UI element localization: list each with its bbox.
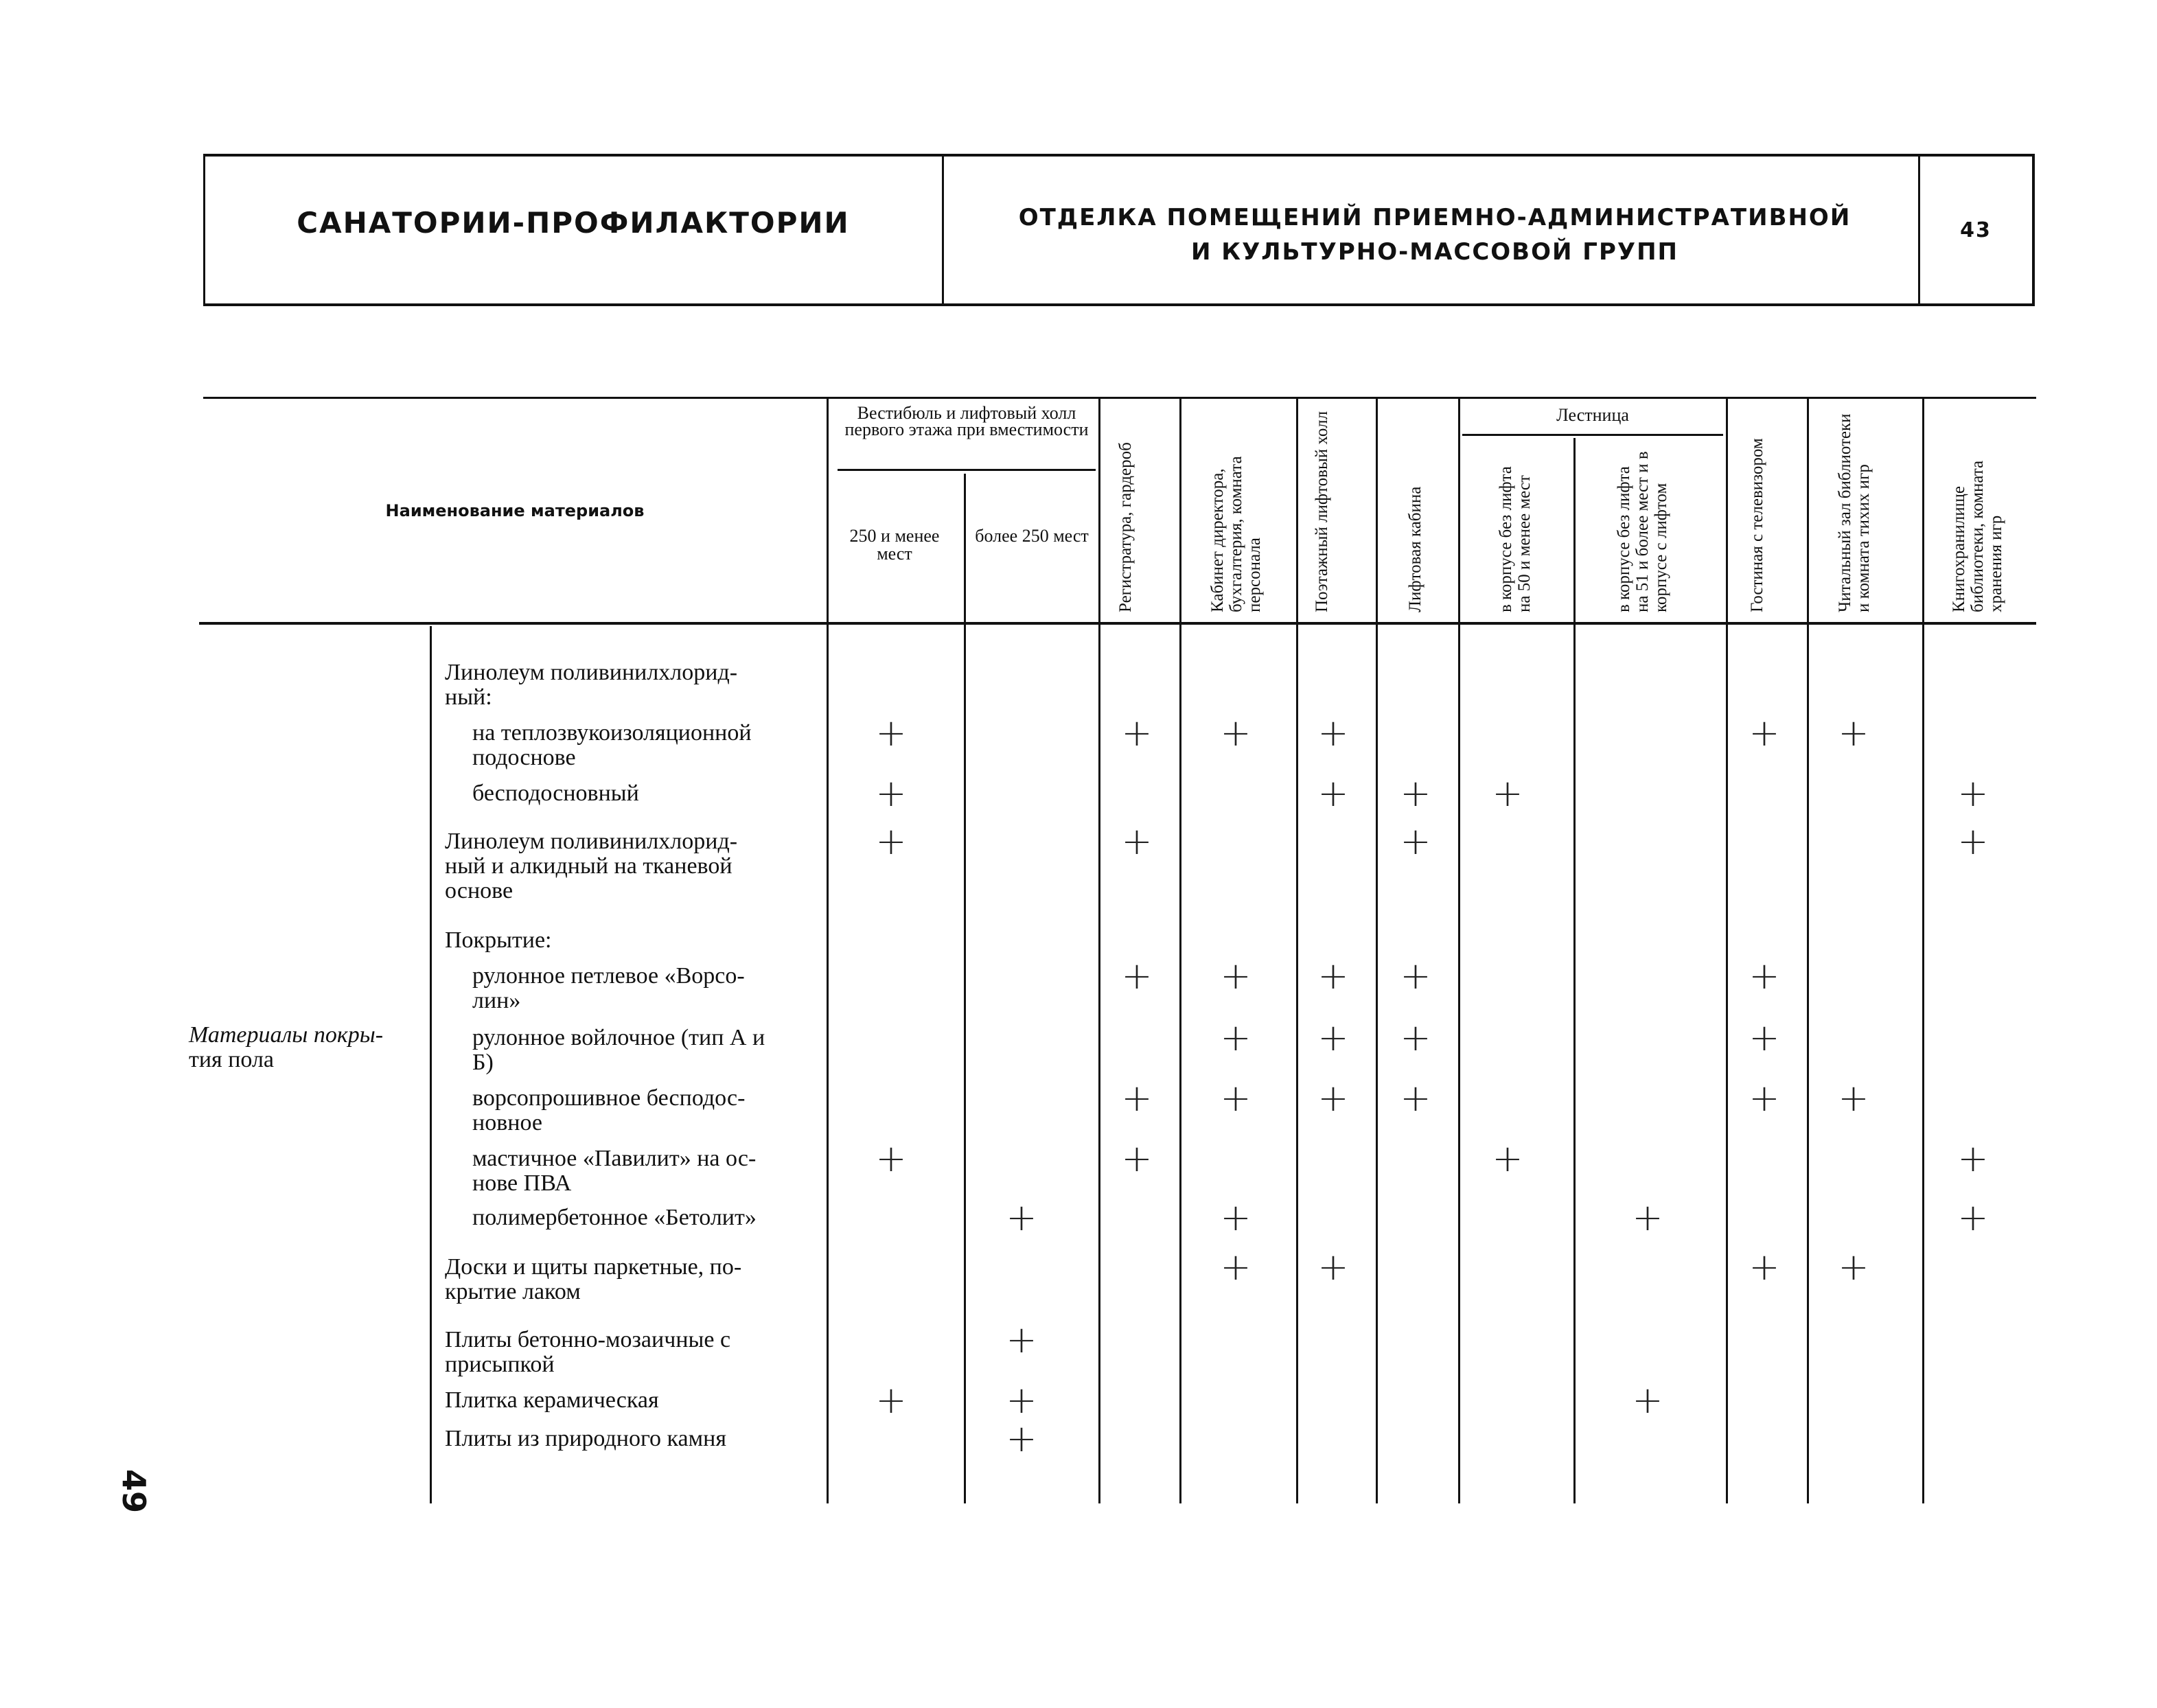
material-label-line: лин»: [472, 988, 521, 1013]
usage-mark: +: [1006, 1378, 1037, 1422]
usage-mark: +: [1006, 1417, 1037, 1460]
col-header-250-less: 250 и менее мест: [849, 526, 940, 564]
usage-mark: +: [1838, 1076, 1869, 1120]
usage-mark: +: [1957, 820, 1989, 863]
col-rule-1: [964, 474, 966, 1503]
materials-column-header: Наименование материалов: [385, 501, 645, 520]
category-rule: [430, 626, 432, 1503]
usage-mark: +: [1957, 1137, 1989, 1180]
material-label-line: подоснове: [472, 745, 576, 770]
material-label-line: рулонное петлевое «Ворсо-: [472, 963, 745, 989]
usage-mark: +: [1121, 954, 1153, 997]
usage-mark: +: [1220, 711, 1251, 754]
material-row-label: [472, 1146, 814, 1196]
usage-mark: +: [1317, 711, 1349, 754]
col-rule-8: [1726, 398, 1728, 1503]
usage-mark: +: [1632, 1196, 1663, 1239]
col-rule-2: [1098, 398, 1100, 1503]
col-rule-6: [1458, 398, 1460, 1503]
col-rule-0: [827, 398, 829, 1503]
col-header-stair-small: в корпусе без лифта на 50 и менее мест: [1497, 466, 1534, 612]
material-label-line: Доски и щиты паркетные, по-: [445, 1254, 742, 1280]
material-label-line: Б): [472, 1050, 494, 1075]
category-floor-materials: [189, 1023, 408, 1072]
usage-mark: +: [1492, 772, 1523, 815]
col-header-reading-room: Читальный зал библиотеки и комната тихих игр: [1836, 413, 1873, 612]
sheet-title-line-2: И КУЛЬТУРНО-МАССОВОЙ ГРУПП: [1190, 238, 1679, 266]
material-row-label: [445, 1388, 814, 1413]
usage-mark: +: [1749, 711, 1780, 754]
col-rule-9: [1807, 398, 1809, 1503]
usage-mark: +: [1838, 1245, 1869, 1289]
usage-mark: +: [1749, 1245, 1780, 1289]
material-label-line: Плиты из природного камня: [445, 1426, 726, 1451]
sheet-title: [954, 200, 1915, 269]
material-label-line: ный:: [445, 684, 492, 710]
col-rule-5: [1376, 398, 1378, 1503]
header-divider-2: [1918, 154, 1920, 306]
table-head-bottom-rule: [199, 622, 2036, 625]
col-header-registry: Регистратура, гардероб: [1116, 442, 1135, 612]
material-label-line: ный и алкидный на тканевой: [445, 853, 733, 879]
material-label-line: Покрытие:: [445, 927, 552, 953]
vestibule-group-header: Вестибюль и лифтовый холл первого этажа при вместимости: [844, 403, 1089, 439]
usage-mark: +: [1121, 711, 1153, 754]
sheet-title-line-1: ОТДЕЛКА ПОМЕЩЕНИЙ ПРИЕМНО-АДМИНИСТРАТИВНОЙ: [1018, 204, 1852, 231]
sheet-number: 43: [1960, 218, 1992, 242]
material-label-line: Линолеум поливинилхлорид-: [445, 829, 738, 854]
col-header-elevator: Лифтовая кабина: [1406, 486, 1424, 612]
vestibule-subrule: [838, 469, 1096, 471]
col-rule-7: [1573, 438, 1576, 1503]
usage-mark: +: [1220, 1076, 1251, 1120]
material-label-line: рулонное войлочное (тип А и: [472, 1025, 765, 1050]
usage-mark: +: [1749, 1076, 1780, 1120]
usage-mark: +: [875, 1378, 907, 1422]
material-row-label: [472, 1205, 814, 1230]
col-header-floor-hall: Поэтажный лифтовый холл: [1313, 411, 1331, 612]
material-label-line: полимербетонное «Бетолит»: [472, 1205, 757, 1230]
usage-mark: +: [1957, 772, 1989, 815]
usage-mark: +: [1220, 1245, 1251, 1289]
usage-mark: +: [1400, 820, 1431, 863]
usage-mark: +: [1121, 820, 1153, 863]
usage-mark: +: [1006, 1318, 1037, 1361]
header-left-border: [203, 154, 205, 306]
usage-mark: +: [875, 1137, 907, 1180]
usage-mark: +: [1317, 772, 1349, 815]
col-rule-3: [1179, 398, 1181, 1503]
material-label-line: ворсопрошивное бесподос-: [472, 1085, 746, 1111]
usage-mark: +: [1749, 954, 1780, 997]
material-row-label: [445, 829, 814, 903]
usage-mark: +: [1220, 1196, 1251, 1239]
usage-mark: +: [875, 711, 907, 754]
table-top-rule: [203, 397, 2036, 399]
usage-mark: +: [1400, 1076, 1431, 1120]
material-label-line: присыпкой: [445, 1352, 555, 1377]
col-rule-10: [1922, 398, 1924, 1503]
category-line-2: тия пола: [189, 1047, 274, 1072]
material-label-line: Линолеум поливинилхлорид-: [445, 660, 738, 685]
usage-mark: +: [1492, 1137, 1523, 1180]
usage-mark: +: [1220, 954, 1251, 997]
usage-mark: +: [1121, 1137, 1153, 1180]
material-row-label: [472, 964, 814, 1013]
stair-subrule: [1462, 434, 1723, 436]
header-right-border: [2032, 154, 2035, 306]
material-label-line: на теплозвукоизоляционной: [472, 720, 752, 746]
material-row-label: [445, 660, 814, 710]
material-label-line: Плиты бетонно-мозаичные с: [445, 1327, 731, 1352]
material-row-label: [472, 1026, 814, 1075]
col-header-stair-large: в корпусе без лифта на 51 и более мест и в корпусе с лифтом: [1615, 451, 1670, 612]
category-line-1: Материалы покры-: [189, 1022, 384, 1048]
usage-mark: +: [1317, 1245, 1349, 1289]
col-rule-4: [1296, 398, 1298, 1503]
usage-mark: +: [1632, 1378, 1663, 1422]
usage-mark: +: [1957, 1196, 1989, 1239]
header-top-rule: [203, 154, 2035, 157]
material-label-line: основе: [445, 878, 514, 903]
material-label-line: Плитка керамическая: [445, 1387, 659, 1413]
usage-mark: +: [1838, 711, 1869, 754]
stair-group-header: Лестница: [1556, 405, 1629, 425]
col-header-lounge: Гостиная с телевизором: [1748, 438, 1766, 612]
material-row-label: [472, 721, 814, 770]
material-row-label: [445, 1255, 814, 1304]
material-row-label: [472, 781, 814, 806]
publication-title: САНАТОРИИ-ПРОФИЛАКТОРИИ: [297, 206, 850, 240]
material-row-label: [445, 928, 814, 953]
col-header-over-250: более 250 мест: [975, 526, 1089, 546]
usage-mark: +: [1220, 1016, 1251, 1059]
usage-mark: +: [1749, 1016, 1780, 1059]
usage-mark: +: [1121, 1076, 1153, 1120]
usage-mark: +: [1317, 1016, 1349, 1059]
material-row-label: [472, 1086, 814, 1135]
usage-mark: +: [1400, 1016, 1431, 1059]
material-label-line: крытие лаком: [445, 1279, 581, 1304]
material-label-line: мастичное «Павилит» на ос-: [472, 1146, 757, 1171]
col-header-director: Кабинет директора, бухгалтерия, комната персонала: [1208, 456, 1264, 612]
material-row-label: [445, 1427, 814, 1451]
header-divider-1: [942, 154, 944, 306]
page-number: 49: [115, 1469, 152, 1514]
material-label-line: нове ПВА: [472, 1170, 572, 1196]
usage-mark: +: [1317, 954, 1349, 997]
usage-mark: +: [1317, 1076, 1349, 1120]
usage-mark: +: [1400, 772, 1431, 815]
col-header-book-storage: Книгохранилище библиотеки, комната хранения игр: [1950, 460, 2005, 612]
material-label-line: бесподосновный: [472, 781, 639, 806]
usage-mark: +: [1006, 1196, 1037, 1239]
usage-mark: +: [875, 772, 907, 815]
usage-mark: +: [1400, 954, 1431, 997]
header-bottom-rule: [203, 303, 2035, 306]
material-row-label: [445, 1328, 814, 1377]
usage-mark: +: [875, 820, 907, 863]
material-label-line: новное: [472, 1110, 542, 1135]
